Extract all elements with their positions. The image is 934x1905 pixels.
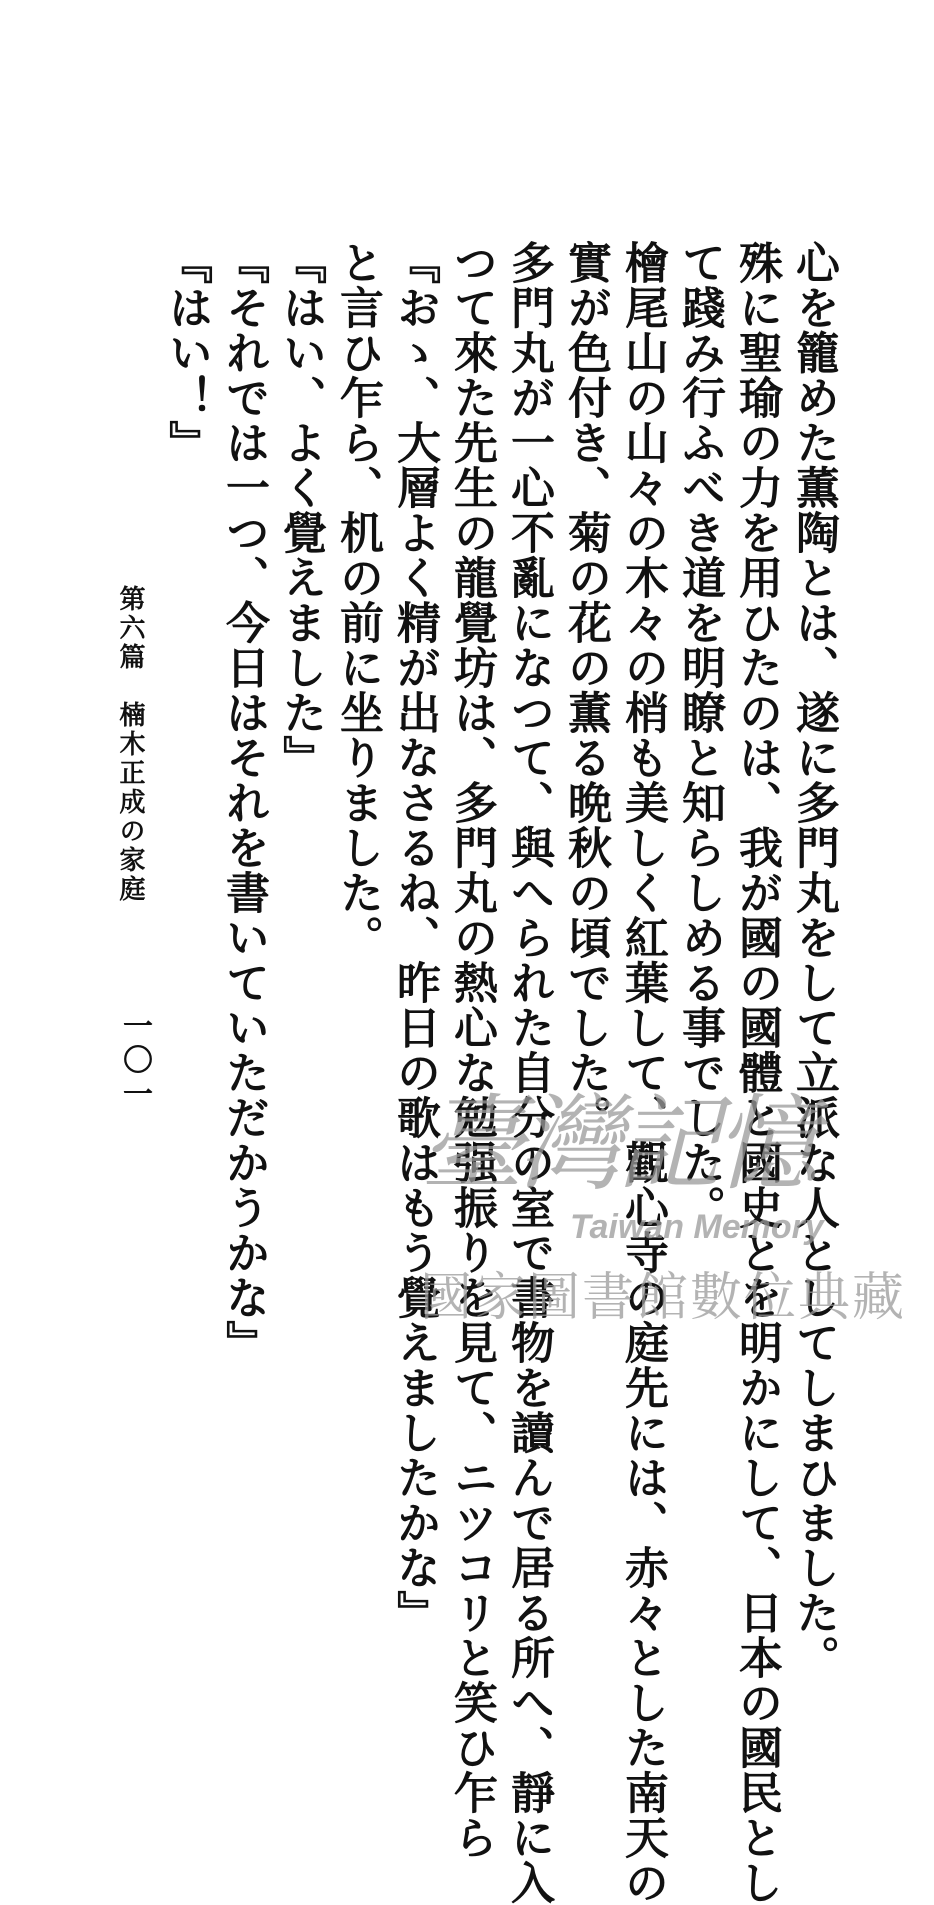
text-line-7: つて來た先生の龍覺坊は、多門丸の熱心な勉强振りを見て、ニツコリと笑ひ乍ら (446, 240, 497, 1860)
text-line-2: 殊に聖瑜の力を用ひたのは、我が國の國體と國史とを明かにして、日本の國民とし (731, 240, 782, 1905)
text-line-9: と言ひ乍ら、机の前に坐りました。 (332, 240, 383, 960)
text-line-4: 檜尾山の山々の木々の梢も美しく紅葉して、觀心寺の庭先には、赤々とした南天の (617, 240, 668, 1905)
running-head: 第六篇 楠木正成の家庭 (115, 585, 145, 904)
text-line-11: 『それでは一つ、今日はそれを書いていただかうかな』 (218, 240, 269, 1365)
text-line-12: 『はい！』 (161, 240, 212, 465)
text-line-6: 多門丸が一心不亂になつて、與へられた自分の室で書物を讀んで居る所へ、靜に入 (503, 240, 554, 1905)
text-line-3: て踐み行ふべき道を明瞭と知らしめる事でした。 (674, 240, 725, 1230)
watermark-script-text: 臺灣記憶 (420, 1083, 813, 1205)
text-line-8: 『おゝ、大層よく精が出なさるね、昨日の歌はもう覺えましたかな』 (389, 240, 440, 1635)
watermark-library-text: 國家圖書館數位典藏 (420, 1268, 907, 1328)
watermark-latin-text: Taiwan Memory (570, 1208, 824, 1246)
text-line-1: 心を籠めた薫陶とは、遂に多門丸をして立派な人としてしまひました。 (788, 240, 839, 1680)
text-line-10: 『はい、よく覺えました』 (275, 240, 326, 780)
library-watermark (420, 1060, 907, 1328)
page-number: 一〇一 (117, 1010, 152, 1112)
text-line-5: 實が色付き、菊の花の薫る晩秋の頃でした。 (560, 240, 611, 1140)
